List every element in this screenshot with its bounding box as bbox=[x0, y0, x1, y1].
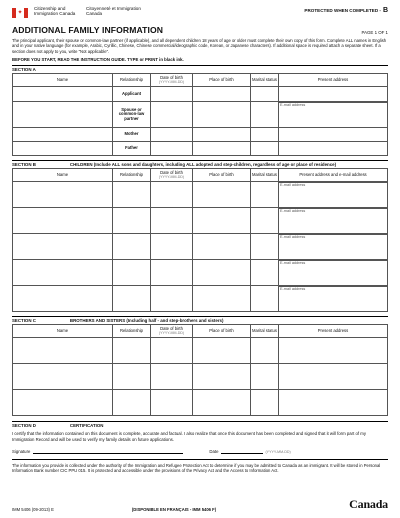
col-pob: Place of birth bbox=[193, 74, 251, 87]
dob-field[interactable] bbox=[151, 128, 193, 142]
col-marital: Marital status bbox=[251, 74, 279, 87]
col-name: Name bbox=[13, 74, 113, 87]
marital-field[interactable] bbox=[251, 286, 279, 312]
department-name-en: Citizenship and Immigration Canada bbox=[34, 6, 76, 17]
pob-field[interactable] bbox=[193, 260, 251, 286]
name-field[interactable] bbox=[13, 182, 113, 208]
dob-field[interactable] bbox=[151, 182, 193, 208]
relationship-field[interactable] bbox=[113, 208, 151, 234]
pob-field[interactable] bbox=[193, 128, 251, 142]
dob-field[interactable] bbox=[151, 142, 193, 156]
marital-field[interactable] bbox=[251, 182, 279, 208]
relationship-field[interactable] bbox=[113, 286, 151, 312]
signature-label: Signature bbox=[12, 449, 31, 455]
dob-field[interactable] bbox=[151, 234, 193, 260]
date-label: Date bbox=[209, 449, 219, 455]
address-field[interactable] bbox=[279, 128, 388, 142]
privacy-notice: The information you provide is collected under the authority of the Immigration and Refugee Protection Act to determine if you may be admitted to Canada as an immigrant. It will be stored in Personal Information Bank number CIC PPU 015. It is protected and accessible under the provisions of the Privacy Act and the Access to Information Act. bbox=[12, 459, 388, 474]
name-field[interactable] bbox=[13, 87, 113, 102]
section-a-header bbox=[12, 65, 388, 73]
french-availability: (DISPONIBLE EN FRANÇAIS - IMM 5406 F) bbox=[131, 507, 217, 512]
section-a-table bbox=[12, 73, 388, 156]
col-relationship: Relationship bbox=[113, 169, 151, 182]
email-field[interactable]: E-mail address bbox=[279, 208, 387, 213]
section-c-table bbox=[12, 324, 388, 416]
col-dob bbox=[151, 169, 193, 182]
email-field[interactable]: E-mail address bbox=[279, 182, 387, 187]
pob-field[interactable] bbox=[193, 102, 251, 128]
email-field[interactable]: E-mail address bbox=[279, 260, 387, 265]
dob-field[interactable] bbox=[151, 102, 193, 128]
footer bbox=[12, 497, 388, 512]
pob-field[interactable] bbox=[193, 286, 251, 312]
protected-letter: B bbox=[382, 7, 388, 14]
email-field[interactable]: E-mail address bbox=[279, 102, 387, 107]
name-field[interactable] bbox=[13, 364, 113, 390]
address-field[interactable] bbox=[279, 390, 388, 416]
pob-field[interactable] bbox=[193, 364, 251, 390]
dob-field[interactable] bbox=[151, 260, 193, 286]
email-field[interactable]: E-mail address bbox=[279, 286, 387, 291]
section-b-table bbox=[12, 168, 388, 312]
certification-text: I certify that the information contained on this document is complete, accurate and factual. I also realize that once this document has been completed and signed that it will form part of my Immigration Record and will be used to verify my family details on future applications. bbox=[12, 431, 366, 442]
col-marital: Marital status bbox=[251, 325, 279, 338]
name-field[interactable] bbox=[13, 128, 113, 142]
section-c-title: BROTHERS AND SISTERS (Including half - and step-brothers and sisters) bbox=[69, 318, 224, 324]
relationship-spouse: Spouse or common-law partner bbox=[113, 102, 151, 128]
pob-field[interactable] bbox=[193, 182, 251, 208]
col-address: Present address bbox=[279, 74, 388, 87]
canada-flag-icon: ✦ bbox=[12, 8, 28, 18]
relationship-field[interactable] bbox=[113, 390, 151, 416]
section-c-header bbox=[12, 316, 388, 324]
signature-row bbox=[12, 448, 388, 454]
name-field[interactable] bbox=[13, 234, 113, 260]
relationship-father: Father bbox=[113, 142, 151, 156]
name-field[interactable] bbox=[13, 260, 113, 286]
marital-field[interactable] bbox=[251, 142, 279, 156]
col-pob: Place of birth bbox=[193, 169, 251, 182]
section-d-label: SECTION D bbox=[12, 423, 36, 429]
section-b-label: SECTION B bbox=[12, 162, 36, 168]
pob-field[interactable] bbox=[193, 87, 251, 102]
page-number: PAGE 1 OF 1 bbox=[361, 30, 388, 35]
col-dob-format: (YYYY-MM-DD) bbox=[158, 331, 185, 336]
marital-field[interactable] bbox=[251, 260, 279, 286]
pob-field[interactable] bbox=[193, 390, 251, 416]
dob-field[interactable] bbox=[151, 286, 193, 312]
email-field[interactable]: E-mail address bbox=[279, 234, 387, 239]
marital-field[interactable] bbox=[251, 102, 279, 128]
dob-field[interactable] bbox=[151, 364, 193, 390]
address-field[interactable] bbox=[279, 364, 388, 390]
col-dob bbox=[151, 325, 193, 338]
intro-text: The principal applicant, their spouse or common-law partner (if applicable), and all dependent children 18 years of age or older must complete their own copy of this form. Complete ALL names in English and in your native language (for example, Arabic, Cyrillic, Chinese, Chinese commercial/ideographic code, Korean, or Japanese characters). If additional space is required attach a separate sheet. If a section does not apply to you, write "Not applicable". bbox=[12, 38, 387, 54]
col-dob-label: Date of birth bbox=[160, 325, 183, 331]
col-pob: Place of birth bbox=[193, 325, 251, 338]
name-field[interactable] bbox=[13, 390, 113, 416]
section-b-title: CHILDREN (Include ALL sons and daughters, including ALL adopted and step-children, regardless of age or place of residence) bbox=[69, 162, 337, 168]
col-marital: Marital status bbox=[251, 169, 279, 182]
dob-field[interactable] bbox=[151, 338, 193, 364]
section-a-label: SECTION A bbox=[12, 67, 36, 73]
name-field[interactable] bbox=[13, 208, 113, 234]
dob-field[interactable] bbox=[151, 208, 193, 234]
relationship-field[interactable] bbox=[113, 338, 151, 364]
marital-field[interactable] bbox=[251, 338, 279, 364]
dob-field[interactable] bbox=[151, 390, 193, 416]
marital-field[interactable] bbox=[251, 364, 279, 390]
name-field[interactable] bbox=[13, 286, 113, 312]
date-format: (YYYY-MM-DD) bbox=[265, 450, 291, 455]
name-field[interactable] bbox=[13, 338, 113, 364]
signature-field[interactable] bbox=[33, 448, 183, 454]
col-name: Name bbox=[13, 169, 113, 182]
relationship-field[interactable] bbox=[113, 260, 151, 286]
marital-field[interactable] bbox=[251, 128, 279, 142]
marital-field[interactable] bbox=[251, 390, 279, 416]
col-dob bbox=[151, 74, 193, 87]
relationship-field[interactable] bbox=[113, 182, 151, 208]
section-d-header bbox=[12, 421, 388, 429]
col-dob-label: Date of birth bbox=[160, 74, 183, 80]
col-dob-label: Date of birth bbox=[160, 169, 183, 175]
marital-field[interactable] bbox=[251, 234, 279, 260]
pob-field[interactable] bbox=[193, 338, 251, 364]
relationship-mother: Mother bbox=[113, 128, 151, 142]
name-field[interactable] bbox=[13, 142, 113, 156]
dob-field[interactable] bbox=[151, 87, 193, 102]
relationship-applicant: Applicant bbox=[113, 87, 151, 102]
marital-field[interactable] bbox=[251, 208, 279, 234]
department-name-fr: Citoyenneté et Immigration Canada bbox=[86, 6, 141, 17]
col-relationship: Relationship bbox=[113, 325, 151, 338]
col-dob-format: (YYYY-MM-DD) bbox=[158, 80, 185, 85]
pob-field[interactable] bbox=[193, 142, 251, 156]
name-field[interactable] bbox=[13, 102, 113, 128]
protected-text: PROTECTED WHEN COMPLETED - bbox=[304, 8, 381, 13]
col-address-email: Present address and e-mail address bbox=[279, 169, 388, 182]
col-address: Present address bbox=[279, 325, 388, 338]
form-title: ADDITIONAL FAMILY INFORMATION bbox=[12, 25, 164, 35]
address-field[interactable] bbox=[279, 87, 388, 102]
relationship-field[interactable] bbox=[113, 234, 151, 260]
pob-field[interactable] bbox=[193, 208, 251, 234]
canada-wordmark: Canada bbox=[349, 497, 388, 511]
section-d-title: CERTIFICATION bbox=[69, 423, 104, 429]
date-field[interactable] bbox=[221, 448, 263, 454]
relationship-field[interactable] bbox=[113, 364, 151, 390]
pob-field[interactable] bbox=[193, 234, 251, 260]
address-field[interactable] bbox=[279, 338, 388, 364]
col-relationship: Relationship bbox=[113, 74, 151, 87]
col-name: Name bbox=[13, 325, 113, 338]
instruction-note: BEFORE YOU START, READ THE INSTRUCTION GUIDE. TYPE or PRINT in black ink. bbox=[12, 57, 184, 63]
section-c-label: SECTION C bbox=[12, 318, 36, 324]
marital-field[interactable] bbox=[251, 87, 279, 102]
address-field[interactable] bbox=[279, 142, 388, 156]
col-dob-format: (YYYY-MM-DD) bbox=[158, 175, 185, 180]
header bbox=[12, 6, 388, 24]
form-number: IMM 5406 (09-2013) E bbox=[12, 507, 54, 512]
protected-label bbox=[304, 7, 388, 14]
section-b-header bbox=[12, 160, 388, 168]
